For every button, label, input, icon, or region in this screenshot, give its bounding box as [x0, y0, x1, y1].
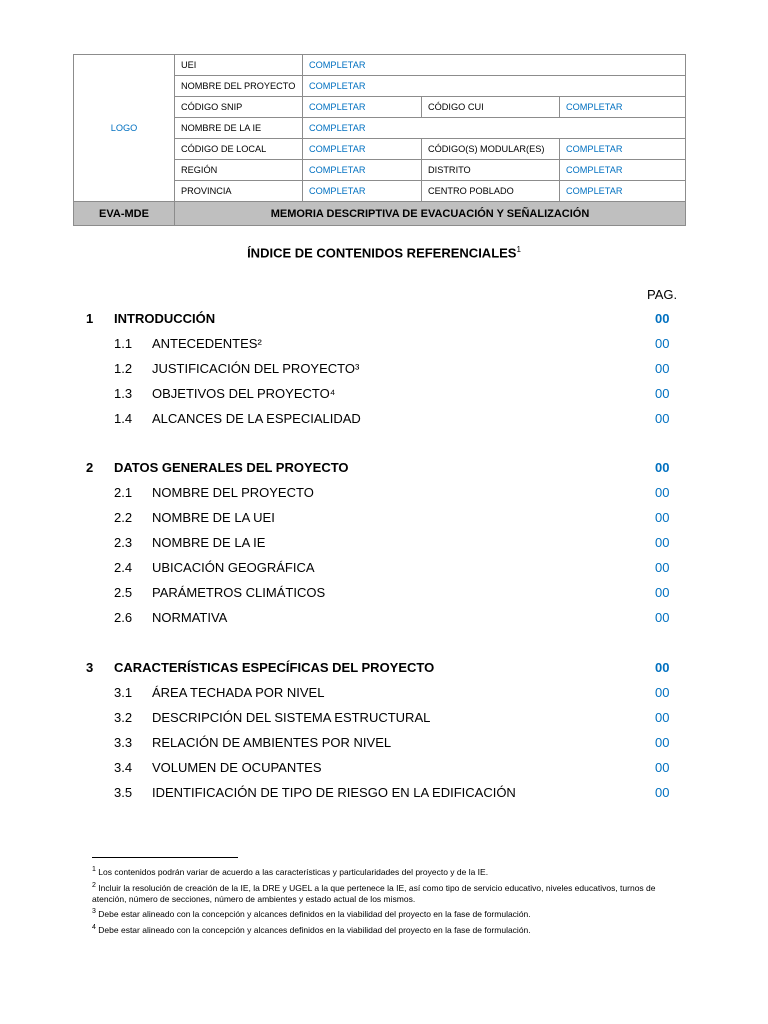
- toc-section-title: INTRODUCCIÓN: [114, 311, 216, 326]
- toc-item-2-3: [0, 535, 768, 551]
- toc-item-page: 00: [655, 336, 670, 351]
- toc-item-page: 00: [655, 361, 670, 376]
- logo-placeholder: LOGO: [74, 55, 175, 202]
- footnote-mark: 3: [92, 908, 96, 915]
- toc-item-1-2: [0, 361, 768, 377]
- field-label-codigo-modular: CÓDIGO(S) MODULAR(ES): [422, 139, 560, 160]
- toc-item-title: NOMBRE DEL PROYECTO: [152, 485, 314, 500]
- field-value-nombre-ie: COMPLETAR: [303, 118, 686, 139]
- page-column-label: PAG.: [647, 287, 678, 302]
- footnote-2: [92, 880, 672, 905]
- index-title: [0, 245, 768, 260]
- toc-item-page: 00: [655, 585, 670, 600]
- field-value-nombre-proyecto: COMPLETAR: [303, 76, 686, 97]
- field-label-codigo-snip: CÓDIGO SNIP: [175, 97, 303, 118]
- toc-item-number: 1.1: [114, 336, 133, 351]
- toc-item-title: DESCRIPCIÓN DEL SISTEMA ESTRUCTURAL: [152, 710, 431, 725]
- field-value-centro-poblado: COMPLETAR: [560, 181, 686, 202]
- toc-item-number: 2.2: [114, 510, 133, 525]
- toc-item-2-1: [0, 485, 768, 501]
- field-label-nombre-ie: NOMBRE DE LA IE: [175, 118, 303, 139]
- toc-section-number: 3: [86, 660, 94, 675]
- field-label-region: REGIÓN: [175, 160, 303, 181]
- toc-item-page: 00: [655, 785, 670, 800]
- footnote-text: Debe estar alineado con la concepción y alcances definidos en la viabilidad del proyecto en la fase de formulación.: [98, 924, 531, 935]
- footnote-3: [92, 906, 672, 920]
- toc-item-2-2: [0, 510, 768, 526]
- document-title: MEMORIA DESCRIPTIVA DE EVACUACIÓN Y SEÑALIZACIÓN: [175, 202, 686, 226]
- toc-item-number: 2.5: [114, 585, 133, 600]
- toc-item-3-2: [0, 710, 768, 726]
- field-value-codigo-snip: COMPLETAR: [303, 97, 422, 118]
- footnote-text: Los contenidos podrán variar de acuerdo a las características y particularidades del proyecto y de la IE.: [98, 866, 489, 877]
- field-value-codigo-cui: COMPLETAR: [560, 97, 686, 118]
- toc-item-1-1: [0, 336, 768, 352]
- toc-item-page: 00: [655, 386, 670, 401]
- footnote-separator: [92, 857, 238, 858]
- toc-item-page: 00: [655, 760, 670, 775]
- toc-item-title: ALCANCES DE LA ESPECIALIDAD: [152, 411, 361, 426]
- field-label-codigo-cui: CÓDIGO CUI: [422, 97, 560, 118]
- index-title-footnote-ref: 1: [516, 245, 521, 254]
- toc-item-page: 00: [655, 710, 670, 725]
- toc-item-number: 2.1: [114, 485, 133, 500]
- toc-item-1-4: [0, 411, 768, 427]
- toc-item-number: 2.6: [114, 610, 133, 625]
- toc-item-number: 1.3: [114, 386, 133, 401]
- footnote-mark: 2: [92, 882, 96, 889]
- document-header-table: [73, 54, 686, 226]
- toc-item-title: NOMBRE DE LA IE: [152, 535, 266, 550]
- field-value-region: COMPLETAR: [303, 160, 422, 181]
- toc-item-number: 3.4: [114, 760, 133, 775]
- toc-item-page: 00: [655, 685, 670, 700]
- toc-section-page: 00: [655, 460, 670, 475]
- toc-item-title: UBICACIÓN GEOGRÁFICA: [152, 560, 315, 575]
- toc-item-title: NOMBRE DE LA UEI: [152, 510, 275, 525]
- toc-item-number: 1.4: [114, 411, 133, 426]
- footnote-4: [92, 922, 672, 936]
- footnote-text: Incluir la resolución de creación de la IE, la DRE y UGEL a la que pertenece la IE, así como tipo de servicio educativo, niveles educativos, turnos de atención, número de secciones, número de ambientes y estado actual de los mismos.: [92, 882, 656, 904]
- toc-item-page: 00: [655, 735, 670, 750]
- toc-item-2-4: [0, 560, 768, 576]
- toc-item-2-5: [0, 585, 768, 601]
- toc-item-title: JUSTIFICACIÓN DEL PROYECTO³: [152, 361, 360, 376]
- field-label-centro-poblado: CENTRO POBLADO: [422, 181, 560, 202]
- toc-item-title: ANTECEDENTES²: [152, 336, 262, 351]
- toc-item-number: 2.3: [114, 535, 133, 550]
- toc-item-title: ÁREA TECHADA POR NIVEL: [152, 685, 325, 700]
- index-title-text: ÍNDICE DE CONTENIDOS REFERENCIALES: [247, 245, 517, 261]
- toc-section-2: [0, 460, 768, 476]
- field-label-uei: UEI: [175, 55, 303, 76]
- toc-item-title: NORMATIVA: [152, 610, 228, 625]
- toc-section-title: DATOS GENERALES DEL PROYECTO: [114, 460, 349, 475]
- toc-item-page: 00: [655, 610, 670, 625]
- toc-item-1-3: [0, 386, 768, 402]
- toc-item-page: 00: [655, 560, 670, 575]
- field-label-codigo-local: CÓDIGO DE LOCAL: [175, 139, 303, 160]
- footnote-1: [92, 864, 672, 878]
- toc-item-number: 1.2: [114, 361, 133, 376]
- document-code: EVA-MDE: [74, 202, 175, 226]
- toc-item-number: 3.1: [114, 685, 133, 700]
- toc-item-page: 00: [655, 485, 670, 500]
- footnote-mark: 4: [92, 924, 96, 931]
- toc-item-page: 00: [655, 411, 670, 426]
- toc-item-2-6: [0, 610, 768, 626]
- toc-item-title: RELACIÓN DE AMBIENTES POR NIVEL: [152, 735, 392, 750]
- field-label-distrito: DISTRITO: [422, 160, 560, 181]
- toc-item-title: VOLUMEN DE OCUPANTES: [152, 760, 322, 775]
- field-label-nombre-proyecto: NOMBRE DEL PROYECTO: [175, 76, 303, 97]
- toc-item-number: 2.4: [114, 560, 133, 575]
- toc-section-number: 2: [86, 460, 94, 475]
- field-label-provincia: PROVINCIA: [175, 181, 303, 202]
- field-value-distrito: COMPLETAR: [560, 160, 686, 181]
- toc-section-title: CARACTERÍSTICAS ESPECÍFICAS DEL PROYECTO: [114, 660, 435, 675]
- toc-section-3: [0, 660, 768, 676]
- toc-section-number: 1: [86, 311, 94, 326]
- toc-item-title: IDENTIFICACIÓN DE TIPO DE RIESGO EN LA EDIFICACIÓN: [152, 785, 516, 800]
- toc-item-number: 3.5: [114, 785, 133, 800]
- toc-item-3-3: [0, 735, 768, 751]
- toc-item-title: OBJETIVOS DEL PROYECTO⁴: [152, 386, 336, 401]
- toc-item-3-5: [0, 785, 768, 801]
- field-value-uei: COMPLETAR: [303, 55, 686, 76]
- toc-item-page: 00: [655, 535, 670, 550]
- toc-section-1: [0, 311, 768, 327]
- field-value-codigo-modular: COMPLETAR: [560, 139, 686, 160]
- toc-item-number: 3.3: [114, 735, 133, 750]
- toc-item-3-1: [0, 685, 768, 701]
- footnote-text: Debe estar alineado con la concepción y alcances definidos en la viabilidad del proyecto en la fase de formulación.: [98, 908, 531, 919]
- toc-item-3-4: [0, 760, 768, 776]
- toc-section-page: 00: [655, 660, 670, 675]
- toc-item-number: 3.2: [114, 710, 133, 725]
- footnote-mark: 1: [92, 866, 96, 873]
- field-value-codigo-local: COMPLETAR: [303, 139, 422, 160]
- field-value-provincia: COMPLETAR: [303, 181, 422, 202]
- toc-item-page: 00: [655, 510, 670, 525]
- toc-item-title: PARÁMETROS CLIMÁTICOS: [152, 585, 326, 600]
- toc-section-page: 00: [655, 311, 670, 326]
